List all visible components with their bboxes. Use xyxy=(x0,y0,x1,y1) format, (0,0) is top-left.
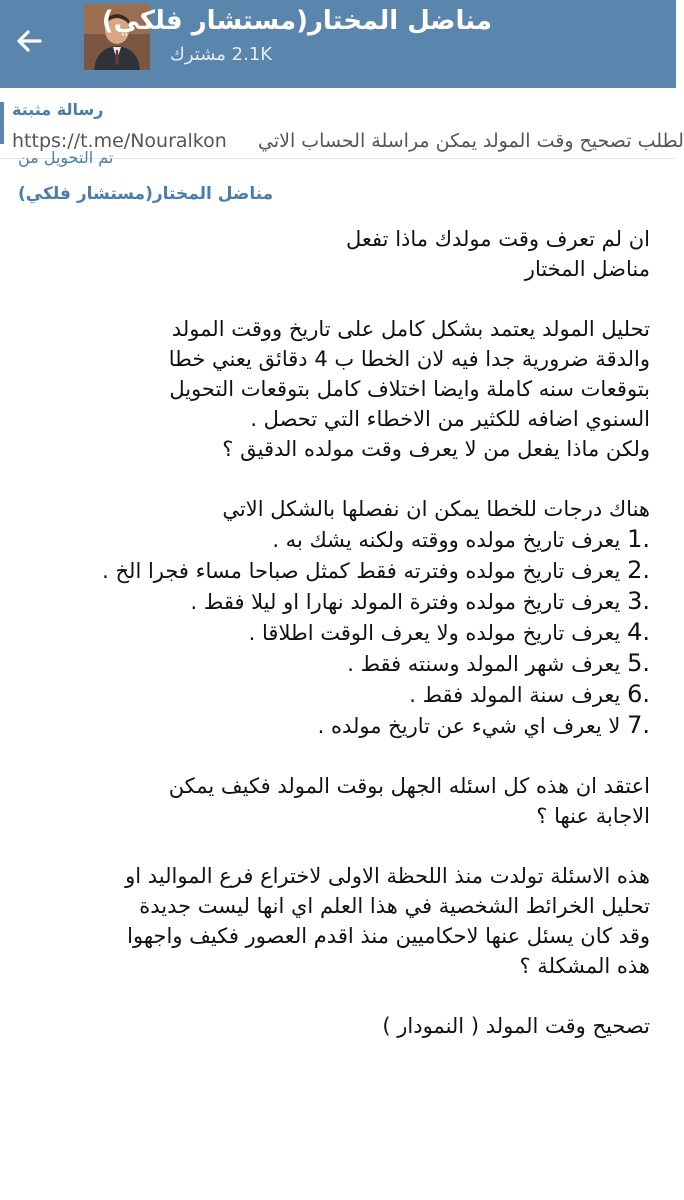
subscriber-count xyxy=(170,44,276,65)
text-line: ان لم تعرف وقت مولدك ماذا تفعل xyxy=(346,227,650,251)
text-line: ولكن ماذا يفعل من لا يعرف وقت مولده الدقيق ؟ xyxy=(222,437,650,461)
list-item-text: يعرف تاريخ مولده وفترته فقط كمثل صباحا مساء فجرا الخ . xyxy=(102,559,621,583)
text-line: السنوي اضافه للكثير من الاخطاء التي تحصل . xyxy=(250,407,650,431)
list-item-number: 4. xyxy=(627,618,650,646)
list-item xyxy=(20,524,650,555)
forwarded-label: تم التحويل من xyxy=(18,148,114,167)
message-bubble xyxy=(0,148,676,1200)
subscriber-label: مشترك xyxy=(170,44,226,65)
list-item xyxy=(20,555,650,586)
text-line: بتوقعات سنه كاملة وايضا اختلاف كامل بتوقعات التحويل xyxy=(169,377,650,401)
paragraph-5 xyxy=(20,1011,650,1041)
text-line: الاجابة عنها ؟ xyxy=(536,804,650,828)
forwarded-from-name[interactable]: مناضل المختار(مستشار فلكي) xyxy=(18,184,274,204)
list-item xyxy=(20,710,650,741)
back-arrow-icon xyxy=(14,26,44,56)
list-item-number: 5. xyxy=(627,649,650,677)
list-item xyxy=(20,617,650,648)
paragraph-4 xyxy=(20,861,650,981)
paragraph-1 xyxy=(20,314,650,464)
list-item xyxy=(20,586,650,617)
list-item xyxy=(20,648,650,679)
list-item-text: يعرف تاريخ مولده ووقته ولكنه يشك به . xyxy=(272,528,621,552)
text-line: هذه الاسئلة تولدت منذ اللحظة الاولى لاختراع فرع المواليد او xyxy=(125,864,650,888)
text-line: اعتقد ان هذه كل اسئله الجهل بوقت المولد فكيف يمكن xyxy=(168,774,650,798)
list-item-text: يعرف شهر المولد وسنته فقط . xyxy=(347,652,621,676)
text-line: تصحيح وقت المولد ( النمودار ) xyxy=(382,1014,650,1038)
text-line: تحليل الخرائط الشخصية في هذا العلم اي انها ليست جديدة xyxy=(139,894,650,918)
list-item-number: 3. xyxy=(627,587,650,615)
list-intro: هناك درجات للخطا يمكن ان نفصلها بالشكل الاتي xyxy=(222,497,650,521)
message-text xyxy=(20,224,650,1071)
list-item-text: لا يعرف اي شيء عن تاريخ مولده . xyxy=(317,714,621,738)
list-item-text: يعرف سنة المولد فقط . xyxy=(409,683,621,707)
channel-header xyxy=(0,0,676,88)
text-line: وقد كان يسئل عنها لاحكاميين منذ اقدم العصور فكيف واجهوا xyxy=(127,924,650,948)
text-line: مناضل المختار xyxy=(524,257,650,281)
channel-title[interactable]: مناضل المختار(مستشار فلكي) xyxy=(101,6,492,36)
list-item-number: 1. xyxy=(627,525,650,553)
pinned-accent-bar xyxy=(0,102,4,144)
list-item xyxy=(20,679,650,710)
list-item-text: يعرف تاريخ مولده وفترة المولد نهارا او ليلا فقط . xyxy=(190,590,621,614)
text-line: هذه المشكلة ؟ xyxy=(519,954,650,978)
list-item-number: 2. xyxy=(627,556,650,584)
subscriber-number: 2.1K xyxy=(231,44,273,65)
pinned-url[interactable]: https://t.me/Nouralkon xyxy=(12,130,227,152)
text-line: تحليل المولد يعتمد بشكل كامل على تاريخ ووقت المولد xyxy=(171,317,650,341)
paragraph-3 xyxy=(20,771,650,831)
intro-paragraph xyxy=(20,224,650,284)
list-paragraph xyxy=(20,494,650,741)
list-item-number: 7. xyxy=(627,711,650,739)
pinned-label: رسالة مثبتة xyxy=(12,100,104,119)
text-line: والدقة ضرورية جدا فيه لان الخطا ب 4 دقائق يعني خطا xyxy=(168,347,650,371)
pinned-text: لطلب تصحيح وقت المولد يمكن مراسلة الحساب الاتي xyxy=(258,130,684,152)
list-item-text: يعرف تاريخ مولده ولا يعرف الوقت اطلاقا . xyxy=(248,621,621,645)
list-item-number: 6. xyxy=(627,680,650,708)
back-button[interactable] xyxy=(6,18,52,64)
